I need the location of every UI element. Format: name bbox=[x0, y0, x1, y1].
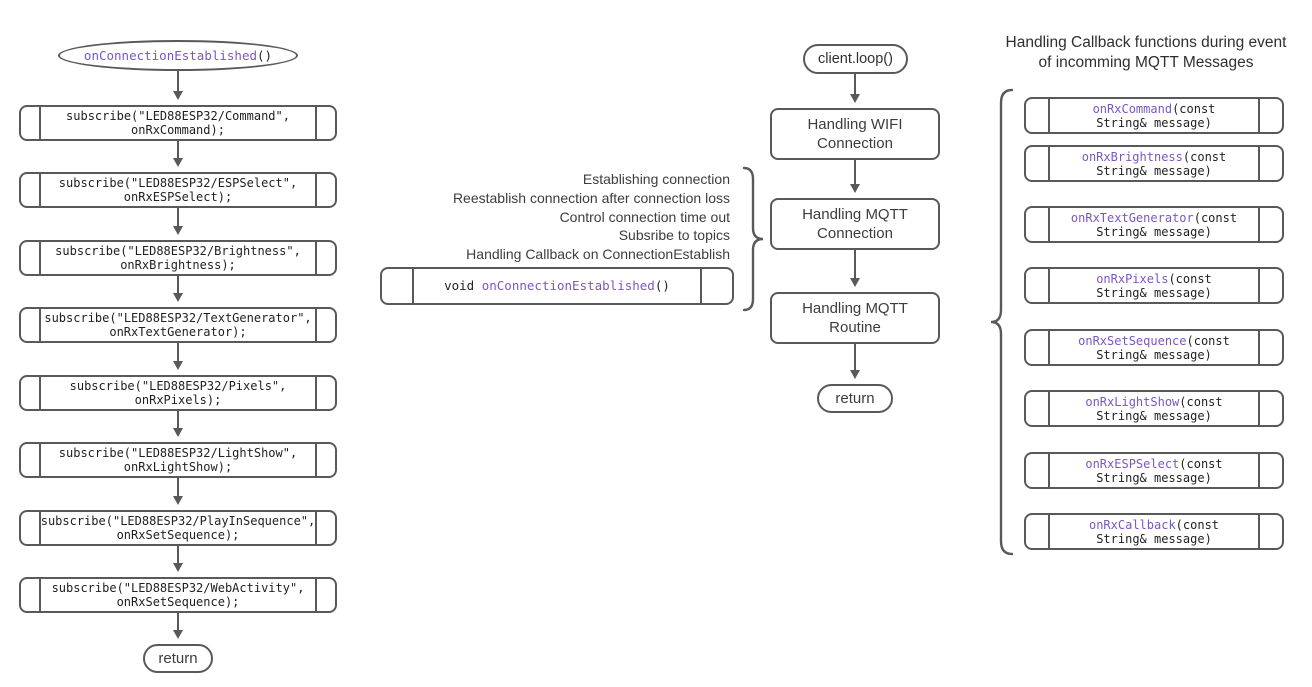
annotation-line: Reestablish connection after connection loss bbox=[452, 189, 730, 206]
step-label-line: Connection bbox=[817, 135, 893, 152]
predefined-process-bar bbox=[700, 269, 702, 303]
function-name: onRxPixels bbox=[1096, 271, 1169, 286]
flow-arrow bbox=[854, 160, 856, 189]
predefined-process-bar bbox=[315, 377, 317, 409]
right-panel-title bbox=[986, 33, 1306, 72]
code-line: String& message) bbox=[1096, 224, 1212, 239]
predefined-process-bar bbox=[315, 174, 317, 206]
predefined-process-bar bbox=[39, 242, 41, 274]
curly-brace-right-icon bbox=[742, 166, 766, 312]
code-line: subscribe("LED88ESP32/WebActivity", bbox=[51, 581, 305, 595]
flow-arrow bbox=[177, 613, 179, 635]
code-text: (const bbox=[1182, 149, 1227, 164]
title-line: Handling Callback functions during event bbox=[1005, 34, 1287, 51]
code-text: (const bbox=[1172, 101, 1216, 116]
code-text: (const bbox=[1168, 271, 1212, 286]
predefined-process-bar bbox=[1048, 208, 1050, 241]
code-line: subscribe("LED88ESP32/Brightness", bbox=[55, 244, 301, 258]
code-text: (const bbox=[1179, 394, 1223, 409]
annotation-line: Establishing connection bbox=[582, 171, 730, 187]
flow-arrow bbox=[177, 343, 179, 366]
flow-step-handling-wifi-connection bbox=[770, 108, 940, 160]
predefined-process-bar bbox=[315, 579, 317, 611]
flow-step-subscribe-espselect bbox=[19, 172, 337, 208]
return-label: return bbox=[158, 650, 198, 667]
predefined-process-bar bbox=[1048, 515, 1050, 548]
code-line: subscribe("LED88ESP32/ESPSelect", bbox=[58, 176, 298, 190]
callback-box-onrxespselect bbox=[1024, 452, 1284, 489]
callback-box-onrxbrightness bbox=[1024, 145, 1284, 182]
flow-step-subscribe-pixels bbox=[19, 375, 337, 411]
flow-step-subscribe-lightshow bbox=[19, 442, 337, 478]
flow-end-return bbox=[143, 644, 213, 673]
flow-start-clientloop bbox=[803, 44, 908, 74]
annotation-line: Handling Callback on ConnectionEstablish bbox=[466, 246, 730, 263]
code-line: String& message) bbox=[1096, 285, 1212, 300]
callback-box-onrxsetsequence bbox=[1024, 329, 1284, 366]
predefined-process-bar bbox=[39, 444, 41, 476]
callback-box-onrxtextgenerator bbox=[1024, 206, 1284, 243]
flow-arrow bbox=[177, 478, 179, 501]
code-line: onRxTextGenerator); bbox=[109, 325, 247, 339]
flow-end-return-middle bbox=[817, 384, 893, 413]
function-parens: () bbox=[654, 278, 670, 293]
predefined-process-bar bbox=[39, 174, 41, 206]
flow-step-handling-mqtt-routine bbox=[770, 292, 940, 344]
flow-arrow bbox=[177, 141, 179, 163]
code-text: (const bbox=[1175, 517, 1220, 532]
flow-step-subscribe-brightness bbox=[19, 240, 337, 276]
code-line: subscribe("LED88ESP32/Command", bbox=[66, 109, 290, 123]
code-text: (const bbox=[1186, 333, 1230, 348]
predefined-process-bar bbox=[412, 269, 414, 303]
predefined-process-bar bbox=[315, 444, 317, 476]
step-label-line: Handling MQTT bbox=[802, 206, 908, 223]
callback-box-onrxpixels bbox=[1024, 267, 1284, 304]
flow-arrow bbox=[177, 208, 179, 231]
predefined-process-bar bbox=[1048, 269, 1050, 302]
step-label-line: Routine bbox=[829, 319, 881, 336]
predefined-process-bar bbox=[315, 512, 317, 544]
flow-step-subscribe-command bbox=[19, 105, 337, 141]
predefined-process-bar bbox=[315, 309, 317, 341]
function-name: onRxLightShow bbox=[1085, 394, 1180, 409]
function-name: onRxBrightness bbox=[1081, 149, 1183, 164]
code-line: onRxLightShow); bbox=[123, 460, 233, 474]
predefined-process-bar bbox=[1048, 99, 1050, 132]
code-line: subscribe("LED88ESP32/Pixels", bbox=[69, 379, 287, 393]
predefined-process-bar bbox=[1258, 147, 1260, 180]
code-line: subscribe("LED88ESP32/TextGenerator", bbox=[44, 311, 312, 325]
predefined-process-bar bbox=[1258, 99, 1260, 132]
predefined-process-bar bbox=[39, 579, 41, 611]
code-text: (const bbox=[1179, 456, 1223, 471]
callback-box-onrxcallback bbox=[1024, 513, 1284, 550]
code-line: subscribe("LED88ESP32/LightShow", bbox=[58, 446, 298, 460]
function-name: onRxCallback bbox=[1088, 517, 1176, 532]
step-label-line: Connection bbox=[817, 225, 893, 242]
predefined-process-bar bbox=[1258, 515, 1260, 548]
predefined-process-bar bbox=[1048, 147, 1050, 180]
predefined-process-bar bbox=[1048, 454, 1050, 487]
predefined-process-bar bbox=[1258, 454, 1260, 487]
function-name: onConnectionEstablished bbox=[481, 278, 655, 293]
title-line: of incomming MQTT Messages bbox=[1038, 53, 1254, 71]
return-label: return bbox=[835, 390, 875, 407]
predefined-process-bar bbox=[1258, 392, 1260, 425]
code-keyword: void bbox=[444, 278, 482, 293]
predefined-process-bar bbox=[39, 107, 41, 139]
code-line: String& message) bbox=[1096, 115, 1212, 130]
annotation-text-block bbox=[390, 170, 730, 264]
flow-step-subscribe-textgenerator bbox=[19, 307, 337, 343]
predefined-process-bar bbox=[1258, 331, 1260, 364]
function-name: onRxESPSelect bbox=[1085, 456, 1180, 471]
clientloop-label: client.loop() bbox=[818, 51, 893, 67]
function-name: onRxCommand bbox=[1092, 101, 1173, 116]
code-line: String& message) bbox=[1096, 531, 1212, 546]
code-line: String& message) bbox=[1096, 163, 1212, 178]
function-name: onRxTextGenerator bbox=[1070, 210, 1194, 225]
flow-arrow bbox=[854, 74, 856, 99]
flow-step-subscribe-webactivity bbox=[19, 577, 337, 613]
predefined-process-bar bbox=[315, 242, 317, 274]
flow-arrow bbox=[177, 411, 179, 433]
predefined-process-bar bbox=[39, 309, 41, 341]
flow-start-onconnectionestablished bbox=[58, 40, 298, 71]
code-line: onRxCommand); bbox=[131, 123, 225, 137]
code-line: onRxSetSequence); bbox=[116, 595, 240, 609]
function-parens: () bbox=[257, 48, 273, 63]
step-label-line: Handling MQTT bbox=[802, 300, 908, 317]
flow-step-subscribe-playinsequence bbox=[19, 510, 337, 546]
predefined-process-bar bbox=[1048, 392, 1050, 425]
code-line: String& message) bbox=[1096, 470, 1212, 485]
function-name: onRxSetSequence bbox=[1078, 333, 1187, 348]
flow-arrow bbox=[177, 71, 179, 96]
flow-arrow bbox=[177, 276, 179, 298]
callback-box-onrxlightshow bbox=[1024, 390, 1284, 427]
function-name: onConnectionEstablished bbox=[83, 48, 258, 63]
curly-brace-left-icon bbox=[988, 88, 1014, 556]
code-line: String& message) bbox=[1096, 408, 1212, 423]
predefined-process-bar bbox=[39, 377, 41, 409]
code-text: (const bbox=[1193, 210, 1238, 225]
predefined-process-bar bbox=[1048, 331, 1050, 364]
predefined-process-bar bbox=[1258, 269, 1260, 302]
void-onconnectionestablished-box bbox=[380, 267, 734, 305]
annotation-line: Subsribe to topics bbox=[618, 227, 730, 244]
flow-step-handling-mqtt-connection bbox=[770, 198, 940, 250]
step-label-line: Handling WIFI bbox=[807, 116, 903, 133]
predefined-process-bar bbox=[315, 107, 317, 139]
code-line: onRxBrightness); bbox=[120, 258, 236, 272]
code-line: subscribe("LED88ESP32/PlayInSequence", bbox=[40, 514, 316, 528]
predefined-process-bar bbox=[39, 512, 41, 544]
predefined-process-bar bbox=[1258, 208, 1260, 241]
flow-arrow bbox=[854, 344, 856, 375]
code-line: onRxPixels); bbox=[134, 393, 222, 407]
code-line: onRxESPSelect); bbox=[123, 190, 233, 204]
callback-box-onrxcommand bbox=[1024, 97, 1284, 134]
flow-arrow bbox=[177, 546, 179, 568]
code-line: onRxSetSequence); bbox=[116, 528, 240, 542]
code-line: String& message) bbox=[1096, 347, 1212, 362]
flow-arrow bbox=[854, 250, 856, 283]
annotation-line: Control connection time out bbox=[559, 208, 730, 225]
